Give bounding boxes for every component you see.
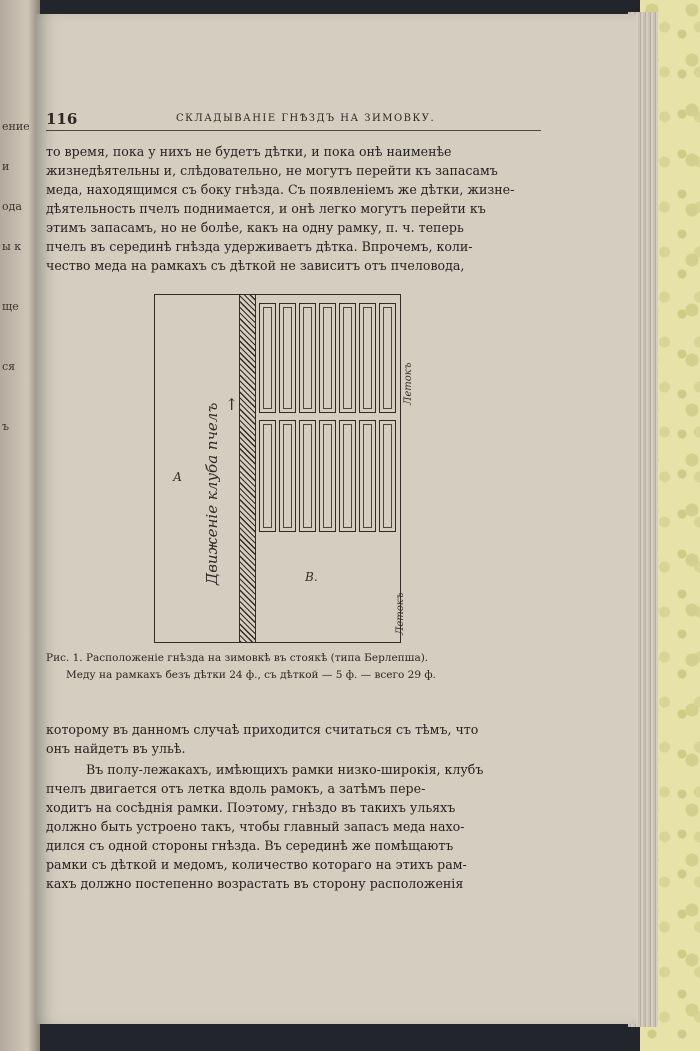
text-line: то время, пока у нихъ не будетъ дѣтки, и пока онѣ наименѣе [46, 144, 452, 159]
text-line: этимъ запасамъ, но не болѣе, какъ на одну рамку, п. ч. теперь [46, 220, 464, 235]
left-text: ы к [2, 240, 22, 253]
header-rule [46, 130, 541, 131]
page-header [46, 110, 566, 132]
arrow-icon: ↑ [225, 395, 239, 414]
text-line: чество меда на рамкахъ съ дѣткой не зависитъ отъ пчеловода, [46, 258, 465, 273]
text-line: рамки съ дѣткой и медомъ, количество котораго на этихъ рам- [46, 857, 467, 872]
left-text: ода [2, 200, 22, 213]
text-line: пчелъ двигается отъ летка вдоль рамокъ, а затѣмъ пере- [46, 781, 426, 796]
text-line: кахъ должно постепенно возрастать въ сторону расположенія [46, 876, 464, 891]
honey-frame [259, 303, 276, 413]
text-line: Въ полу-лежакахъ, имѣющихъ рамки низко-широкія, клубъ [86, 762, 484, 777]
brood-frame [299, 420, 316, 532]
caption-line: Меду на рамкахъ безъ дѣтки 24 ф., съ дѣткой — 5 ф. — всего 29 ф. [66, 669, 436, 681]
brood-frame [379, 420, 396, 532]
text-line: должно быть устроено такъ, чтобы главный запасъ меда нахо- [46, 819, 465, 834]
honey-frame [279, 303, 296, 413]
honey-frame [379, 303, 396, 413]
honey-frame [359, 303, 376, 413]
paragraph-1 [46, 142, 541, 275]
brood-frame [259, 420, 276, 532]
text-line: онъ найдетъ въ ульѣ. [46, 741, 186, 756]
hive-diagram [154, 294, 414, 643]
page-number: 116 [46, 110, 78, 128]
honey-frame [299, 303, 316, 413]
paragraph-3 [46, 760, 541, 893]
left-page-fragment [0, 0, 40, 1051]
left-text: ся [2, 360, 16, 373]
left-text: ще [2, 300, 19, 313]
brood-frame [319, 420, 336, 532]
book-page [36, 14, 636, 1024]
honey-frame [319, 303, 336, 413]
caption-line: Рис. 1. Расположеніе гнѣзда на зимовкѣ въ стоякѣ (типа Берлепша). [46, 652, 429, 664]
text-line: дился съ одной стороны гнѣзда. Въ серединѣ же помѣщаютъ [46, 838, 454, 853]
paragraph-2 [46, 720, 541, 758]
left-text: и [2, 160, 10, 173]
entrance-label-bottom: Летокъ [395, 592, 406, 635]
entrance-label-top: Летокъ [403, 362, 414, 405]
text-line: пчелъ въ серединѣ гнѣзда удерживаетъ дѣтка. Впрочемъ, коли- [46, 239, 473, 254]
hatched-partition [239, 295, 256, 642]
text-line: дѣятельность пчелъ поднимается, и онѣ легко могутъ перейти къ [46, 201, 486, 216]
label-a: А [173, 470, 183, 484]
left-text: ение [2, 120, 30, 133]
text-line: жизнедѣятельны и, слѣдовательно, не могутъ перейти къ запасамъ [46, 163, 498, 178]
left-text: ъ [2, 420, 9, 433]
brood-frame [359, 420, 376, 532]
text-line: которому въ данномъ случаѣ приходится считаться съ тѣмъ, что [46, 722, 479, 737]
figure-caption [46, 650, 566, 684]
running-head: СКЛАДЫВАНІЕ ГНѢЗДЪ НА ЗИМОВКУ. [176, 113, 436, 124]
label-b: В. [305, 570, 318, 584]
text-line: ходитъ на сосѣднія рамки. Поэтому, гнѣздо въ такихъ ульяхъ [46, 800, 456, 815]
honey-frame [339, 303, 356, 413]
text-line: меда, находящимся съ боку гнѣзда. Съ появленіемъ же дѣтки, жизне- [46, 182, 515, 197]
movement-label: Движеніе клуба пчелъ [203, 402, 221, 585]
brood-frame [279, 420, 296, 532]
brood-frame [339, 420, 356, 532]
